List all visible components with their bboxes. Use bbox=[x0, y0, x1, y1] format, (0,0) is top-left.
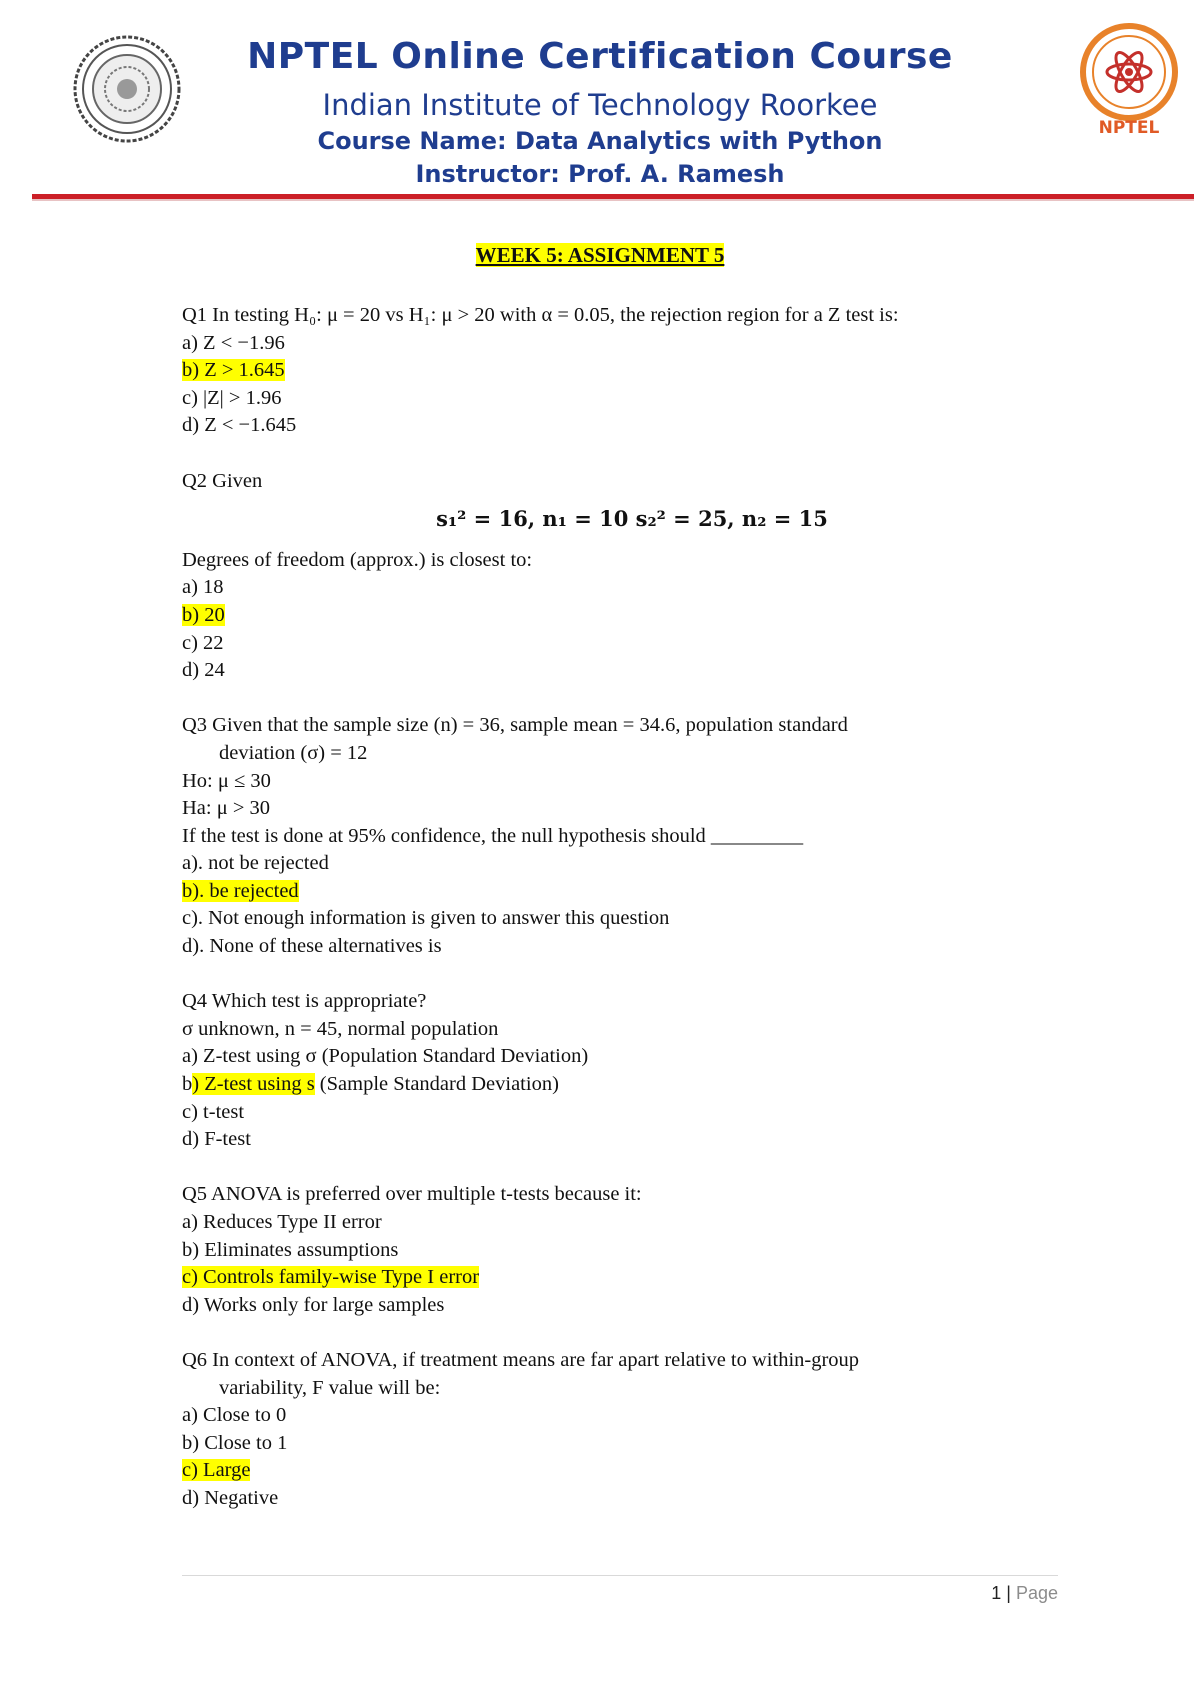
question-text: Q3 Given that the sample size (n) = 36, sample mean = 34.6, population standard bbox=[182, 714, 848, 737]
option: c) t-test bbox=[182, 1100, 245, 1123]
question-text: Q4 Which test is appropriate? bbox=[182, 990, 427, 1013]
question-6 bbox=[182, 1347, 1082, 1513]
option: d) Works only for large samples bbox=[182, 1293, 445, 1316]
option: b) Close to 1 bbox=[182, 1431, 288, 1454]
question-text-continued: variability, F value will be: bbox=[219, 1376, 441, 1399]
option: d) Z < −1.645 bbox=[182, 414, 297, 437]
option: c). Not enough information is given to answer this question bbox=[182, 907, 670, 930]
option: a) Reduces Type II error bbox=[182, 1211, 382, 1233]
question-2 bbox=[182, 468, 1082, 685]
hypothesis-line: Ha: μ > 30 bbox=[182, 797, 271, 820]
page-separator: | bbox=[1006, 1583, 1011, 1603]
option: a) Z < −1.96 bbox=[182, 331, 285, 354]
page-footer bbox=[182, 1583, 1058, 1604]
option: a) Close to 0 bbox=[182, 1404, 287, 1427]
question-text: Q1 In testing H₀: μ = 20 vs H₁: μ > 20 with α = 0.05, the rejection region for a Z test is: bbox=[182, 304, 899, 326]
instructor-name: Instructor: Prof. A. Ramesh bbox=[415, 160, 785, 188]
option: b) Eliminates assumptions bbox=[182, 1238, 399, 1261]
question-4 bbox=[182, 988, 1082, 1154]
header-divider-shadow bbox=[32, 199, 1194, 201]
option: c) 22 bbox=[182, 631, 224, 654]
question-1 bbox=[182, 302, 1082, 440]
option-correct: b). be rejected bbox=[182, 879, 299, 902]
questions bbox=[182, 302, 1082, 1540]
question-3 bbox=[182, 712, 1082, 960]
question-text-continued: deviation (σ) = 12 bbox=[219, 741, 368, 764]
course-title: NPTEL Online Certification Course bbox=[247, 36, 953, 77]
option-correct: b) Z > 1.645 bbox=[182, 359, 285, 382]
page-number: 1 bbox=[991, 1583, 1002, 1603]
page-label: Page bbox=[1015, 1583, 1058, 1603]
option-correct: b) Z-test using s (Sample Standard Deviation) bbox=[182, 1073, 559, 1096]
question-condition: σ unknown, n = 45, normal population bbox=[182, 1017, 499, 1040]
option-correct: b) 20 bbox=[182, 603, 225, 626]
question-text: Q6 In context of ANOVA, if treatment means are far apart relative to within-group bbox=[182, 1348, 860, 1371]
nptel-logo-text: NPTEL bbox=[1098, 118, 1160, 138]
question-text: Q5 ANOVA is preferred over multiple t-tests because it: bbox=[182, 1183, 642, 1206]
question-5 bbox=[182, 1181, 1082, 1319]
question-text: If the test is done at 95% confidence, the null hypothesis should _________ bbox=[182, 824, 804, 847]
option: a) Z-test using σ (Population Standard Deviation) bbox=[182, 1045, 589, 1068]
hypothesis-line: Ho: μ ≤ 30 bbox=[182, 769, 271, 792]
institute-name: Indian Institute of Technology Roorkee bbox=[322, 88, 878, 122]
option: d) Negative bbox=[182, 1486, 279, 1509]
option-correct: c) Controls family-wise Type I error bbox=[182, 1266, 480, 1289]
assignment-title: WEEK 5: ASSIGNMENT 5 bbox=[475, 243, 725, 267]
option: a) 18 bbox=[182, 576, 224, 599]
option: d) F-test bbox=[182, 1128, 251, 1151]
option: d) 24 bbox=[182, 659, 225, 682]
question-text: Degrees of freedom (approx.) is closest to: bbox=[182, 548, 533, 571]
option-correct: c) Large bbox=[182, 1459, 251, 1482]
option: c) |Z| > 1.96 bbox=[182, 386, 282, 409]
formula: s₁² = 16, n₁ = 10 s₂² = 25, n₂ = 15 bbox=[436, 506, 828, 532]
question-text: Q2 Given bbox=[182, 469, 263, 492]
option: a). not be rejected bbox=[182, 852, 329, 875]
course-name: Course Name: Data Analytics with Python bbox=[317, 127, 883, 155]
footer-divider bbox=[182, 1575, 1058, 1576]
option: d). None of these alternatives is bbox=[182, 935, 442, 958]
